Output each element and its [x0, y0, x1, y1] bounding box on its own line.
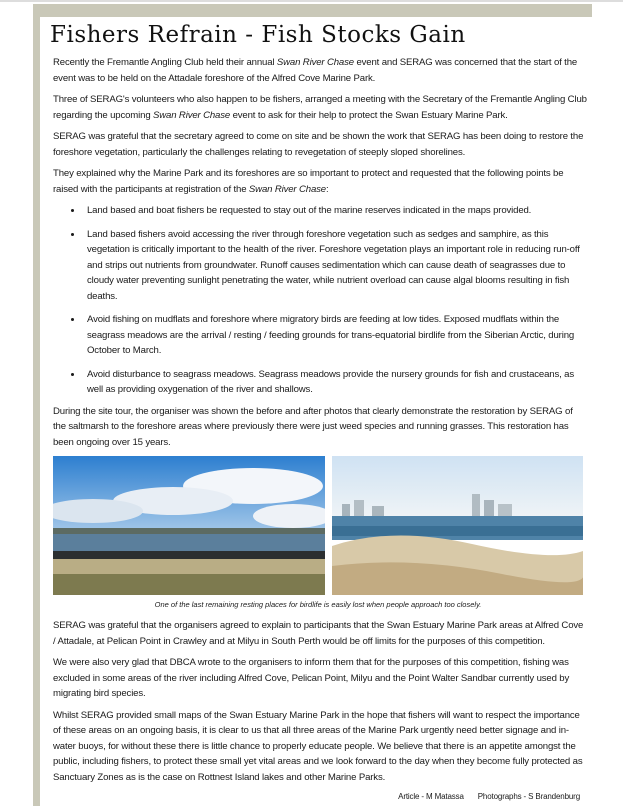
list-item: • Land based and boat fishers be requested to stay out of the marine reserves indicated in the maps provided.	[83, 203, 588, 219]
list-item: • Avoid fishing on mudflats and foreshore where migratory birds are feeding at low tides. Exposed mudflats within the seagrass meadows are the arrival / resting / feeding grounds for trans-equatorial birdlife from the Siberian Arctic, during October to March.	[83, 312, 588, 359]
text: Three of SERAG's volunteers who also happen to be fishers, arranged a meeting with the Secretary of the Fremantle Angling Club regarding the upcoming	[53, 94, 587, 121]
list-item: • Land based fishers avoid accessing the river through foreshore vegetation such as sedges and samphire, as this vegetation is critically important to the health of the river. Foreshore vegetation plays an important role in reducing run-off and strips out nutrients from groundwater. Runoff causes sedimentation which can cause death of seagrasses due to cloudy water preventing sunlight penetrating the water, while nutrient overload can cause algal blooms resulting in fish deaths.	[83, 227, 588, 305]
event-name: Swan River Chase	[276, 57, 354, 68]
photo-row	[53, 456, 583, 595]
paragraph	[53, 166, 588, 197]
event-name: Swan River Chase	[153, 109, 231, 121]
text: event to ask for their help to protect the Swan Estuary Marine Park.	[230, 109, 508, 121]
text: They explained why the Marine Park and its foreshores are so important to protect and requested that the following points be raised with the participants at registration of the	[53, 168, 564, 195]
event-name: Swan River Chase	[248, 183, 326, 195]
paragraph: We were also very glad that DBCA wrote to the organisers to inform them that for the purposes of this competition, fishing was excluded in some areas of the river including Alfred Cove, Pelican Point, Milyu and the Point Walter Sandbar currently used by migrating bird species.	[53, 657, 570, 699]
photo-city-shoreline	[332, 456, 583, 595]
paragraph	[53, 55, 588, 86]
paragraph: During the site tour, the organiser was shown the before and after photos that clearly demonstrate the restoration by SERAG of the saltmarsh to the foreshore areas where previously there were just weed species and running grasses. This restoration has been ongoing over 15 years.	[53, 405, 573, 448]
paragraph: Whilst SERAG provided small maps of the Swan Estuary Marine Park in the hope that fishers will want to respect the importance of these areas on an ongoing basis, it is clear to us that all three areas of the Marine Park urgently need better signage and in-water buoys, for without these there is little chance to properly educate people. We believe that there is an appetite amongst the public, including fishers, to protect these small yet vital areas and we look forward to the day when they become fully protected as Sanctuary Zones as is the case on Rottnest Island lakes and other Marine Parks.	[53, 709, 583, 783]
points-list	[53, 203, 588, 398]
photo-caption: One of the last remaining resting places for birdlife is easily lost when people approach too closely.	[154, 600, 482, 609]
photo-foreshore-birds	[53, 456, 325, 595]
text: :	[325, 183, 329, 195]
article-credit: Article - M Matassa	[398, 792, 464, 801]
text: event and SERAG was concerned that the start of the event was to be held on the Attadale foreshore of the Alfred Cove Marine Park.	[53, 57, 578, 84]
list-item: • Avoid disturbance to seagrass meadows. Seagrass meadows provide the nursery grounds for fish and crustaceans, as well as providing oxygenation of the river and shallows.	[83, 367, 588, 398]
photo-credit: Photographs - S Brandenburg	[477, 792, 580, 801]
text: Recently the Fremantle Angling Club held their annual	[53, 57, 277, 68]
paragraph	[53, 92, 588, 123]
article	[50, 0, 588, 811]
article-closing	[53, 618, 588, 811]
page-frame-left	[33, 4, 40, 806]
paragraph: SERAG was grateful that the secretary agreed to come on site and be shown the work that SERAG has been doing to restore the foreshore vegetation, particularly the challenges relating to revegetation of steeply sloped shorelines.	[53, 131, 584, 158]
article-title: Fishers Refrain - Fish Stocks Gain	[50, 22, 466, 48]
article-body	[53, 55, 588, 450]
credits	[53, 789, 588, 811]
paragraph: SERAG was grateful that the organisers agreed to explain to participants that the Swan Estuary Marine Park areas at Alfred Cove / Attadale, at Pelican Point in Crawley and at Milyu in South Perth would be off limits for the purposes of this competition.	[53, 620, 584, 647]
